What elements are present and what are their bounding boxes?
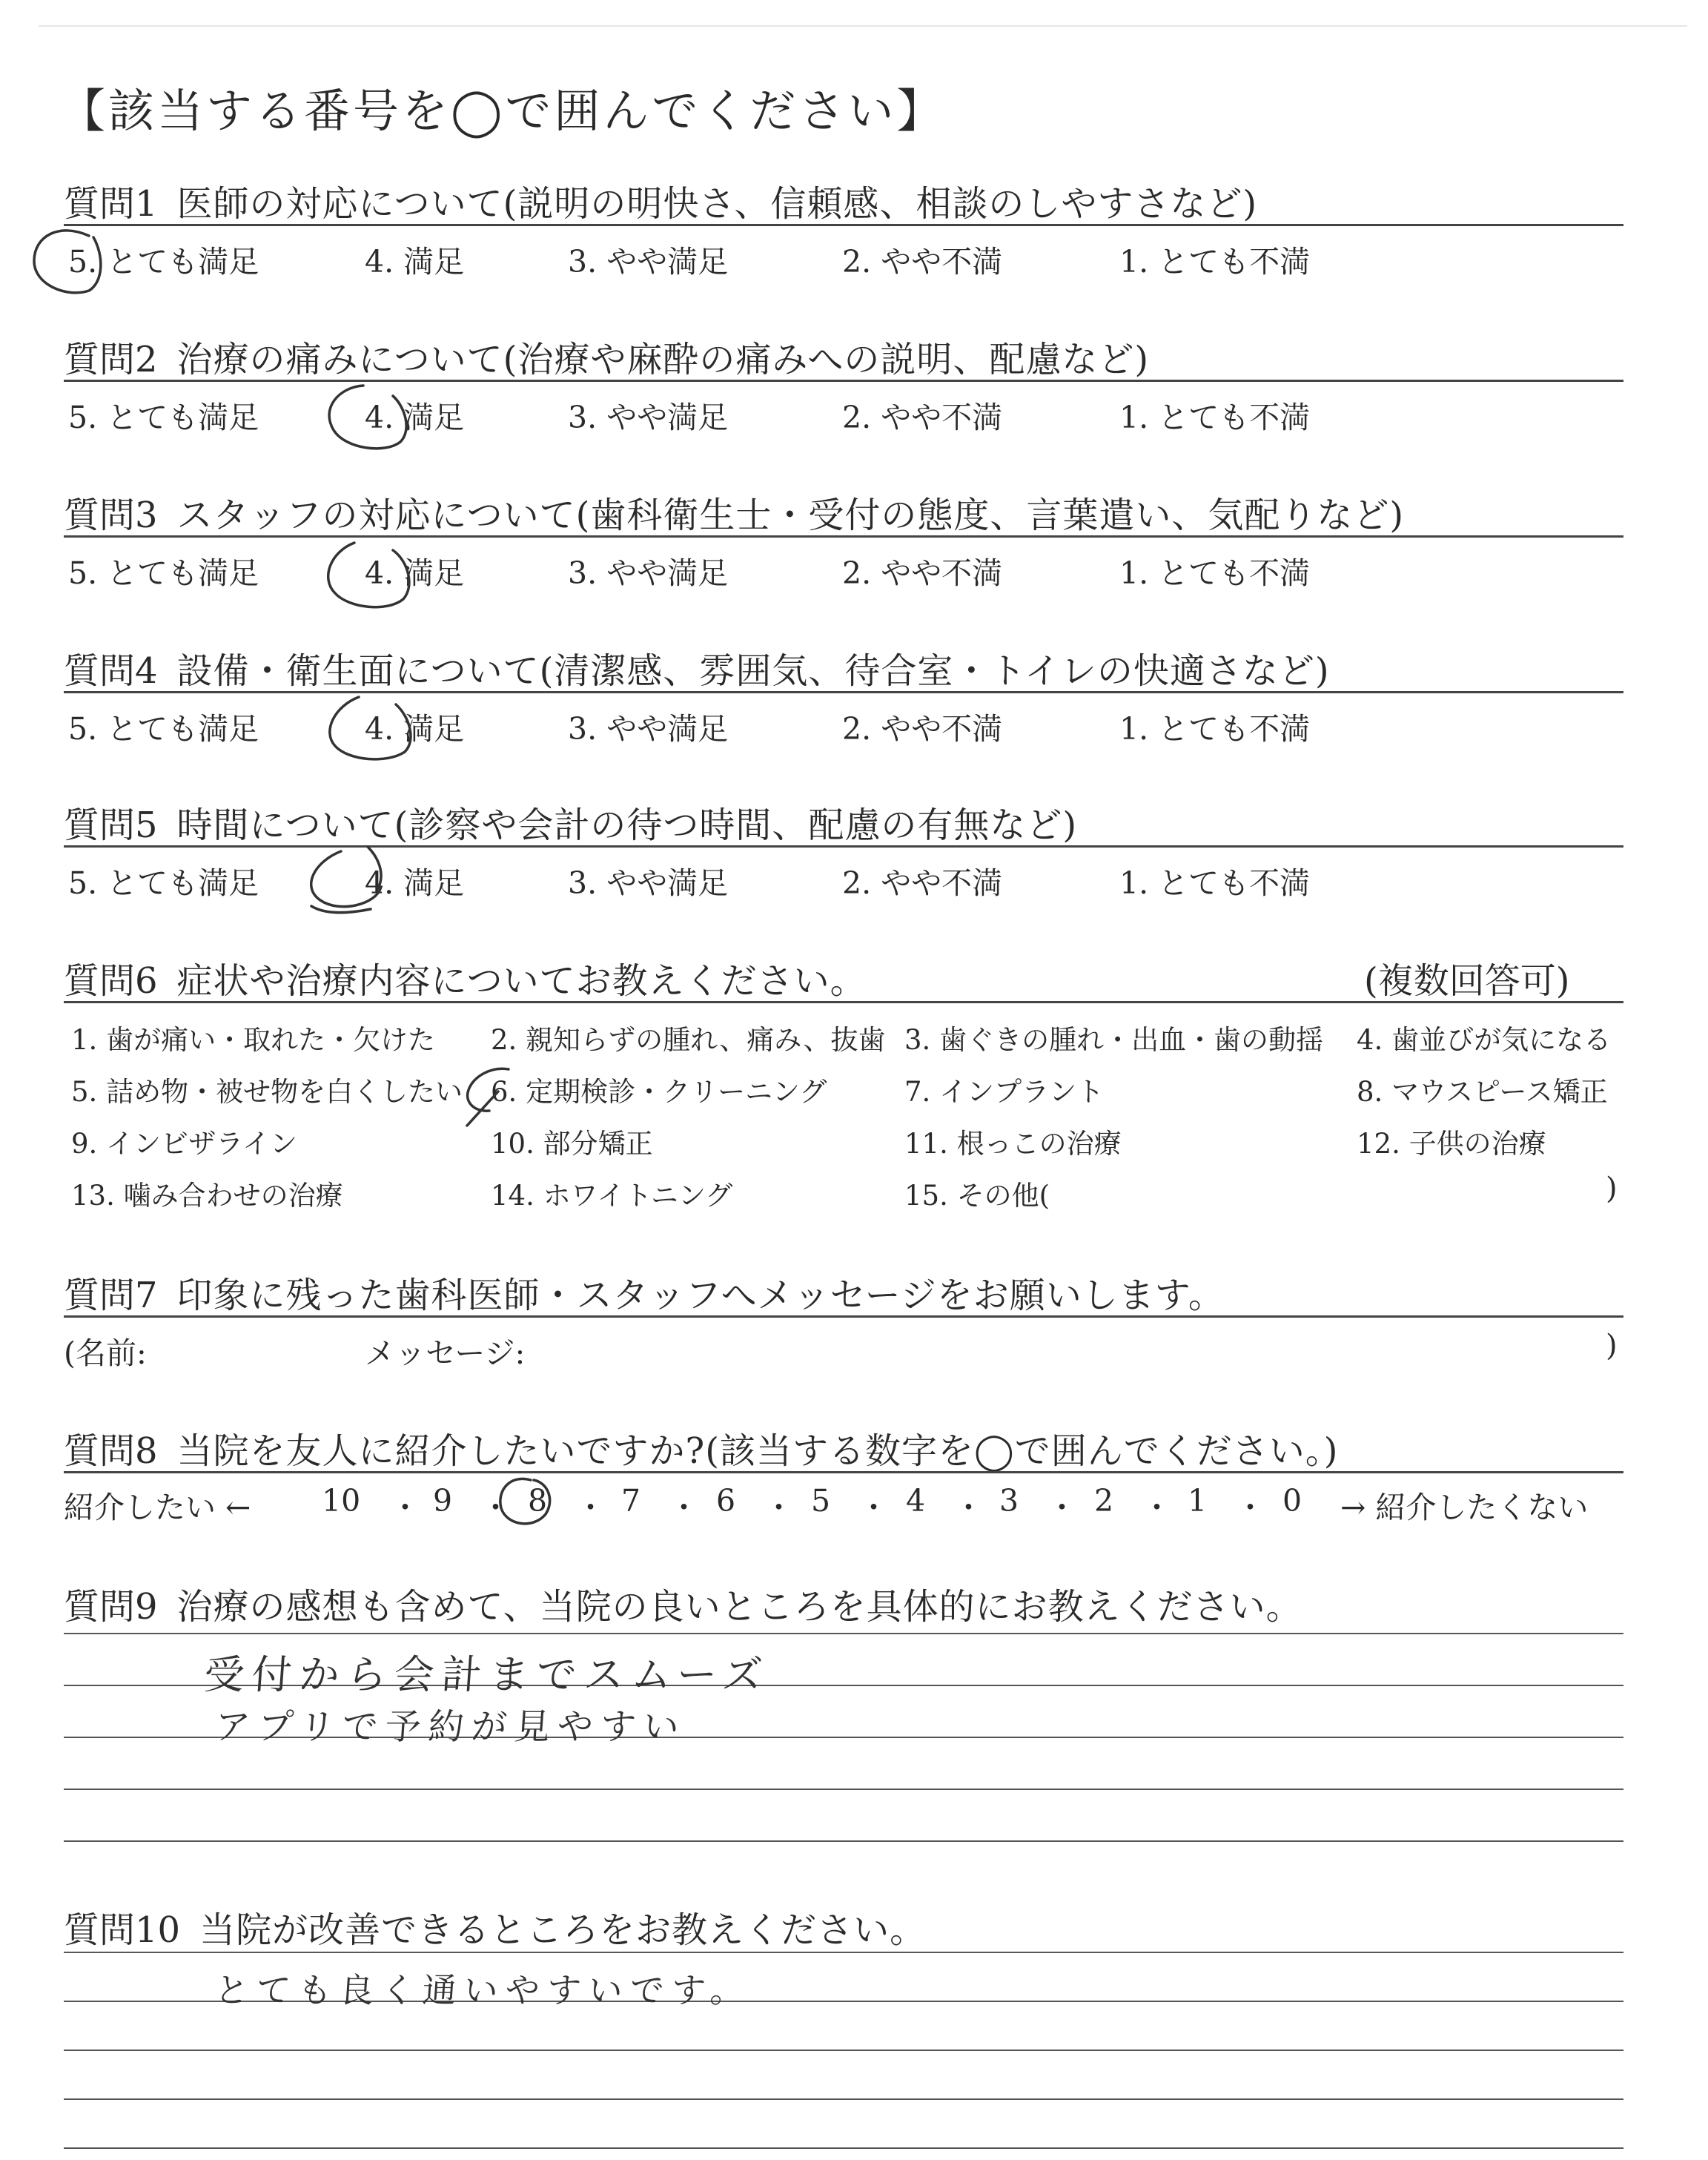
score-1[interactable]: 1: [1188, 1483, 1208, 1519]
option-2[interactable]: 2. やや不満: [842, 711, 1003, 747]
handwritten-answer: アプリで予約が見やすい: [213, 1706, 688, 1748]
separator: ・: [390, 1490, 420, 1525]
option-4[interactable]: 4. 満足: [365, 244, 465, 280]
answer-line: [64, 2098, 1623, 2100]
answer-line: [64, 2147, 1623, 2149]
option-5[interactable]: 5. とても満足: [68, 711, 259, 747]
score-8[interactable]: 8: [528, 1483, 548, 1519]
question-text: 治療の感想も含めて、当院の良いところを具体的にお教えください。: [176, 1586, 1302, 1628]
closing-paren: ): [1606, 1172, 1618, 1206]
answer-line: [64, 2050, 1623, 2051]
question-rule: [64, 1471, 1623, 1473]
choice-5[interactable]: 5. 詰め物・被せ物を白くしたい: [71, 1076, 463, 1108]
question-number: 質問4: [64, 650, 158, 692]
question-rule: [64, 845, 1623, 848]
option-4[interactable]: 4. 満足: [365, 865, 465, 901]
question-number: 質問8: [64, 1430, 158, 1472]
choice-8[interactable]: 8. マウスピース矯正: [1357, 1076, 1608, 1108]
score-2[interactable]: 2: [1094, 1483, 1114, 1519]
question-number: 質問3: [64, 495, 158, 536]
separator: ・: [1235, 1490, 1265, 1525]
choice-7[interactable]: 7. インプラント: [904, 1076, 1105, 1108]
option-5[interactable]: 5. とても満足: [68, 244, 259, 280]
multiple-answers-note: (複数回答可): [1364, 960, 1570, 1002]
score-0[interactable]: 0: [1282, 1483, 1302, 1519]
question-rule: [64, 224, 1623, 226]
option-1[interactable]: 1. とても不満: [1119, 711, 1311, 747]
option-4[interactable]: 4. 満足: [365, 400, 465, 435]
option-2[interactable]: 2. やや不満: [842, 400, 1003, 435]
separator: ・: [953, 1490, 984, 1525]
option-1[interactable]: 1. とても不満: [1119, 865, 1311, 901]
handwritten-answer: 受付から会計までスムーズ: [202, 1651, 772, 1698]
question-text: 症状や治療内容についてお教えください。: [176, 960, 867, 1002]
option-1[interactable]: 1. とても不満: [1119, 555, 1311, 591]
choice-12[interactable]: 12. 子供の治療: [1357, 1128, 1546, 1160]
choice-4[interactable]: 4. 歯並びが気になる: [1357, 1024, 1612, 1056]
answer-line: [64, 1633, 1623, 1634]
answer-line: [64, 1789, 1623, 1790]
question-text: 医師の対応について(説明の明快さ、信頼感、相談のしやすさなど): [176, 183, 1258, 225]
option-4[interactable]: 4. 満足: [365, 711, 465, 747]
question-number: 質問2: [64, 339, 158, 380]
answer-line: [64, 1840, 1623, 1842]
separator: ・: [764, 1490, 794, 1525]
separator: ・: [480, 1490, 511, 1525]
answer-line: [64, 1952, 1623, 1953]
option-3[interactable]: 3. やや満足: [568, 244, 729, 280]
separator: ・: [575, 1490, 606, 1525]
option-4[interactable]: 4. 満足: [365, 555, 465, 591]
option-1[interactable]: 1. とても不満: [1119, 400, 1311, 435]
score-3[interactable]: 3: [999, 1483, 1019, 1519]
question-text: 当院が改善できるところをお教えください。: [199, 1909, 927, 1951]
question-number: 質問10: [64, 1909, 181, 1951]
page-heading: 【該当する番号を◯で囲んでください】: [59, 84, 946, 138]
option-2[interactable]: 2. やや不満: [842, 555, 1003, 591]
option-5[interactable]: 5. とても満足: [68, 555, 259, 591]
question-number: 質問9: [64, 1586, 158, 1628]
not-recommend-label: → 紹介したくない: [1340, 1490, 1589, 1525]
separator: ・: [1047, 1490, 1077, 1525]
question-number: 質問7: [64, 1275, 158, 1316]
option-2[interactable]: 2. やや不満: [842, 865, 1003, 901]
choice-1[interactable]: 1. 歯が痛い・取れた・欠けた: [71, 1024, 436, 1056]
question-text: 印象に残った歯科医師・スタッフへメッセージをお願いします。: [176, 1275, 1225, 1316]
name-label: (名前:: [64, 1335, 147, 1371]
score-4[interactable]: 4: [906, 1483, 926, 1519]
option-1[interactable]: 1. とても不満: [1119, 244, 1311, 280]
closing-paren: ): [1606, 1329, 1618, 1363]
question-rule: [64, 1001, 1623, 1003]
score-7[interactable]: 7: [621, 1483, 641, 1519]
choice-6[interactable]: 6. 定期検診・クリーニング: [491, 1076, 827, 1108]
choice-11[interactable]: 11. 根っこの治療: [904, 1128, 1122, 1160]
choice-13[interactable]: 13. 噛み合わせの治療: [71, 1180, 343, 1212]
score-6[interactable]: 6: [716, 1483, 736, 1519]
choice-14[interactable]: 14. ホワイトニング: [491, 1180, 733, 1212]
top-rule: [39, 25, 1687, 27]
question-rule: [64, 691, 1623, 693]
separator: ・: [669, 1490, 699, 1525]
question-text: 治療の痛みについて(治療や麻酔の痛みへの説明、配慮など): [176, 339, 1150, 380]
score-9[interactable]: 9: [433, 1483, 453, 1519]
question-rule: [64, 535, 1623, 538]
choice-15[interactable]: 15. その他(: [904, 1180, 1050, 1212]
question-text: 時間について(診察や会計の待つ時間、配慮の有無など): [176, 805, 1078, 846]
choice-3[interactable]: 3. 歯ぐきの腫れ・出血・歯の動揺: [904, 1024, 1324, 1056]
option-3[interactable]: 3. やや満足: [568, 865, 729, 901]
question-text: 設備・衛生面について(清潔感、雰囲気、待合室・トイレの快適さなど): [176, 650, 1330, 692]
option-3[interactable]: 3. やや満足: [568, 555, 729, 591]
question-number: 質問6: [64, 960, 158, 1002]
question-text: スタッフの対応について(歯科衛生士・受付の態度、言葉遣い、気配りなど): [176, 495, 1405, 536]
option-3[interactable]: 3. やや満足: [568, 400, 729, 435]
choice-9[interactable]: 9. インビザライン: [71, 1128, 297, 1160]
option-5[interactable]: 5. とても満足: [68, 865, 259, 901]
score-5[interactable]: 5: [811, 1483, 831, 1519]
handwritten-answer: とても良く通いやすいです。: [213, 1970, 754, 2010]
choice-2[interactable]: 2. 親知らずの腫れ、痛み、抜歯: [491, 1024, 886, 1056]
option-3[interactable]: 3. やや満足: [568, 711, 729, 747]
choice-10[interactable]: 10. 部分矯正: [491, 1128, 653, 1160]
question-rule: [64, 380, 1623, 382]
question-number: 質問5: [64, 805, 158, 846]
option-5[interactable]: 5. とても満足: [68, 400, 259, 435]
question-number: 質問1: [64, 183, 158, 225]
score-10[interactable]: 10: [322, 1483, 361, 1519]
separator: ・: [1142, 1490, 1172, 1525]
option-2[interactable]: 2. やや不満: [842, 244, 1003, 280]
message-label: メッセージ:: [365, 1335, 526, 1371]
question-rule: [64, 1315, 1623, 1318]
recommend-label: 紹介したい ←: [64, 1490, 251, 1525]
separator: ・: [858, 1490, 889, 1525]
question-text: 当院を友人に紹介したいですか?(該当する数字を◯で囲んでください。): [176, 1430, 1339, 1472]
